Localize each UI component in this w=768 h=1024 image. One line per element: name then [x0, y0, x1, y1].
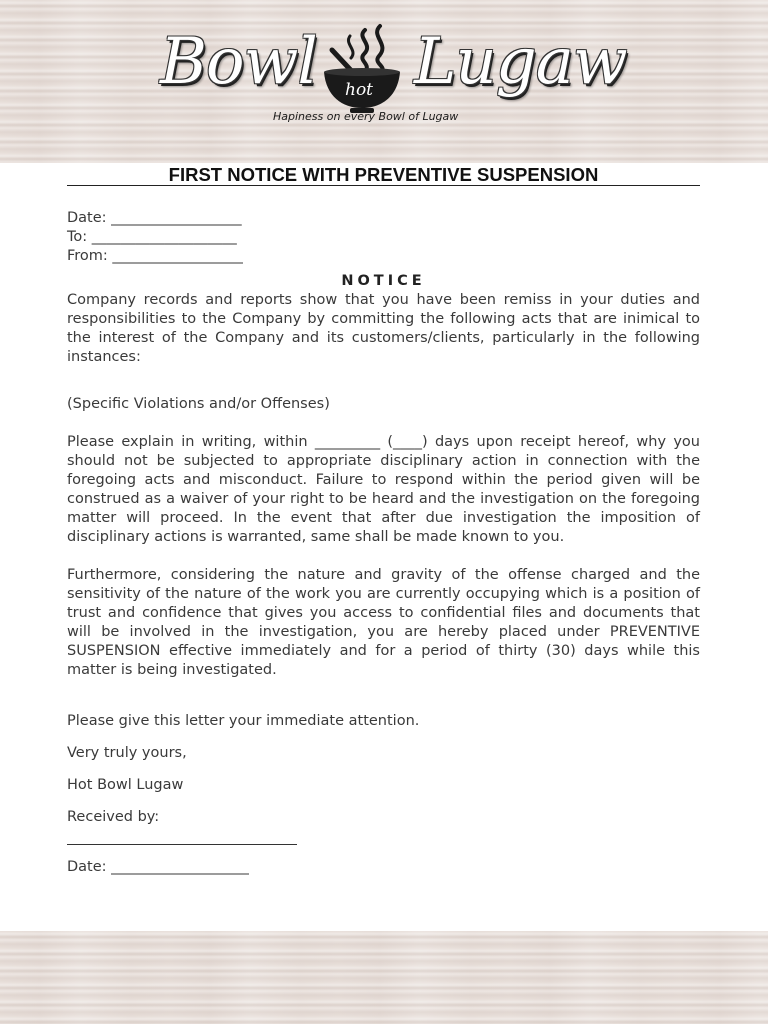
to-field: To: ____________________	[67, 229, 237, 245]
closing-salutation: Very truly yours,	[67, 745, 187, 761]
notice-heading: NOTICE	[341, 273, 426, 289]
paragraph-suspension: Furthermore, considering the nature and gravity of the offense charged and the sensitivity of the nature of the work you are currently occupying which is a position of trust and confidence that gives you access to confidential files and documents that will be involved in the investigation, you are hereby placed under PREVENTIVE SUSPENSION effective immediately and for a period of thirty (30) days while this matter is being investigated.	[67, 567, 700, 678]
received-by-label: Received by:	[67, 809, 160, 825]
signatory-name: Hot Bowl Lugaw	[67, 777, 184, 793]
company-logo	[160, 22, 627, 132]
received-by-signature-line	[67, 827, 297, 845]
from-field: From: __________________	[67, 248, 243, 264]
footer-wood-banner	[0, 931, 768, 1024]
paragraph-explain: Please explain in writing, within _________ (____) days upon receipt hereof, why you should not be subjected to appropriate disciplinary action in connection with the foregoing acts and misconduct. Failure to respond within the period given will be construed as a waiver of your right to be heard and the investigation on the foregoing matter will proceed. In the event that after due investigation the imposition of disciplinary actions is warranted, same shall be made known to you.	[67, 434, 700, 545]
date-field: Date: __________________	[67, 210, 242, 226]
header-wood-banner	[0, 0, 768, 163]
logo-text-lugaw: Lugaw	[414, 25, 627, 99]
logo-tagline: Hapiness on every Bowl of Lugaw	[273, 110, 459, 123]
received-date-field: Date: ___________________	[67, 859, 249, 875]
attention-line: Please give this letter your immediate attention.	[67, 713, 420, 729]
logo-text-hot: hot	[345, 80, 374, 100]
notice-document	[67, 162, 700, 877]
specific-violations-placeholder: (Specific Violations and/or Offenses)	[67, 396, 330, 412]
document-title: FIRST NOTICE WITH PREVENTIVE SUSPENSION	[67, 162, 700, 186]
logo-text-bowl: Bowl	[160, 25, 317, 99]
paragraph-records: Company records and reports show that you have been remiss in your duties and responsibilities to the Company by committing the following acts that are inimical to the interest of the Company and its customers/clients, particularly in the following instances:	[67, 292, 700, 365]
